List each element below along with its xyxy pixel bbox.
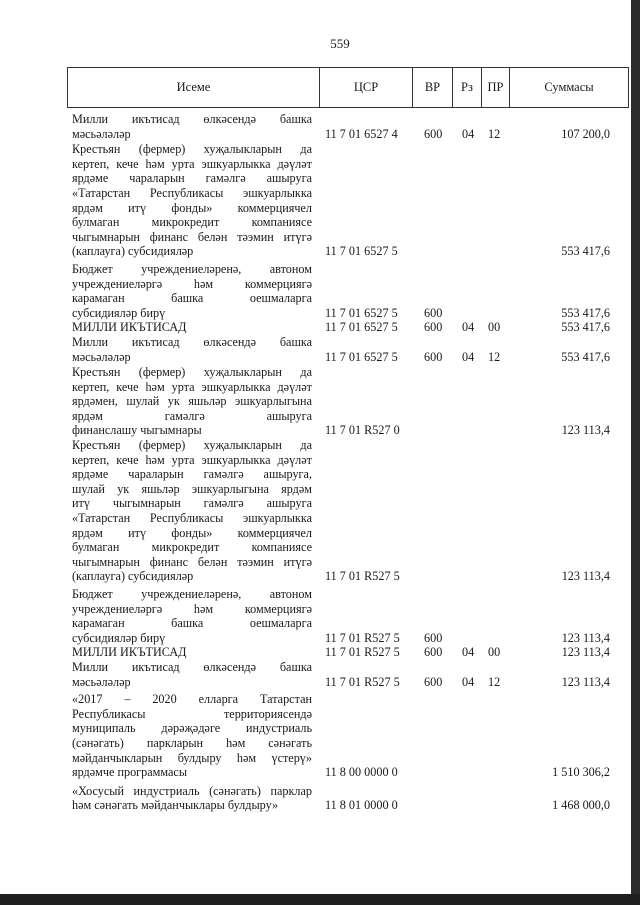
table-row bbox=[0, 784, 640, 813]
row-vr: 600 bbox=[424, 320, 443, 335]
scan-edge-bottom bbox=[0, 894, 640, 905]
row-name bbox=[72, 438, 312, 584]
row-name-line: Республикасы территориясендә bbox=[72, 706, 312, 721]
row-name-line: һәм сәнәгать мәйданчыклары булдыру» bbox=[72, 798, 279, 813]
row-sum: 553 417,6 bbox=[561, 244, 610, 259]
table-row bbox=[0, 335, 640, 364]
row-vr: 600 bbox=[424, 674, 443, 689]
row-name-line: Крестьян (фермер) хуҗалыкларын да bbox=[72, 142, 312, 157]
table-row bbox=[0, 645, 640, 660]
row-name-line: мәйданчыкларын булдыру һәм үстерү» bbox=[72, 750, 312, 765]
row-pr: 00 bbox=[488, 645, 501, 660]
row-name bbox=[72, 320, 312, 335]
row-name-line: Крестьян (фермер) хуҗалыкларын да bbox=[72, 438, 312, 453]
row-name-line: булмаган микрокредит компаниясе bbox=[72, 540, 312, 555]
row-name-line: чыгымнарын финанс белән тәэмин итүгә bbox=[72, 229, 312, 244]
header-csr: ЦСР bbox=[353, 80, 379, 94]
row-name bbox=[72, 142, 312, 259]
row-csr: 11 7 01 6527 5 bbox=[325, 349, 398, 364]
row-pr: 12 bbox=[488, 674, 501, 689]
table-row bbox=[0, 365, 640, 438]
row-name bbox=[72, 335, 312, 364]
row-vr: 600 bbox=[424, 305, 443, 320]
table-row bbox=[0, 587, 640, 645]
table-header bbox=[67, 67, 629, 108]
row-name-line: мәсьәләләр bbox=[72, 126, 131, 141]
row-name-line: Милли икътисад өлкәсендә башка bbox=[72, 659, 312, 674]
row-rz: 04 bbox=[462, 320, 475, 335]
row-sum: 123 113,4 bbox=[561, 674, 610, 689]
row-name-line: «Татарстан Республикасы эшкуарлыкка bbox=[72, 511, 312, 526]
row-csr: 11 7 01 R527 5 bbox=[325, 569, 400, 584]
row-vr: 600 bbox=[424, 349, 443, 364]
row-name-line: кертеп, кече һәм урта эшкуарлыкка дәүләт bbox=[72, 156, 312, 171]
page-number: 559 bbox=[330, 36, 350, 51]
table-row bbox=[0, 320, 640, 335]
row-sum: 553 417,6 bbox=[561, 320, 610, 335]
row-name-line: ярдәмче программасы bbox=[72, 765, 188, 780]
row-sum: 553 417,6 bbox=[561, 305, 610, 320]
row-name-line: Милли икътисад өлкәсендә башка bbox=[72, 334, 312, 349]
header-pr: ПР bbox=[487, 80, 504, 94]
row-name bbox=[72, 112, 312, 141]
table-body bbox=[0, 112, 640, 813]
table-row bbox=[0, 692, 640, 780]
row-name-line: муниципаль дәрәҗәдәге индустриаль bbox=[72, 721, 312, 736]
row-name bbox=[72, 784, 312, 813]
table-row bbox=[0, 438, 640, 584]
row-name-line: булмаган микрокредит компаниясе bbox=[72, 215, 312, 230]
row-rz: 04 bbox=[462, 645, 475, 660]
row-sum: 123 113,4 bbox=[561, 423, 610, 438]
row-name bbox=[72, 660, 312, 689]
row-name-line: кертеп, кече һәм урта эшкуарлыкка дәүләт bbox=[72, 379, 312, 394]
row-csr: 11 8 01 0000 0 bbox=[325, 798, 398, 813]
row-vr: 600 bbox=[424, 126, 443, 141]
header-vr: ВР bbox=[424, 80, 441, 94]
row-sum: 123 113,4 bbox=[561, 569, 610, 584]
row-name-line: ярдәме чараларын гамәлгә ашыруга bbox=[72, 171, 312, 186]
row-vr: 600 bbox=[424, 630, 443, 645]
row-csr: 11 8 00 0000 0 bbox=[325, 765, 398, 780]
row-name-line: кертеп, кече һәм урта эшкуарлыкка дәүләт bbox=[72, 452, 312, 467]
row-name-line: Бюджет учреждениеләренә, автоном bbox=[72, 261, 312, 276]
row-name-line: мәсьәләләр bbox=[72, 349, 131, 364]
row-name bbox=[72, 692, 312, 780]
row-name-line: субсидияләр бирү bbox=[72, 630, 166, 645]
row-csr: 11 7 01 R527 0 bbox=[325, 423, 400, 438]
row-name-line: «Хосусый индустриаль (сәнәгать) парклар bbox=[72, 783, 312, 798]
row-name-line: Милли икътисад өлкәсендә башка bbox=[72, 112, 312, 126]
row-csr: 11 7 01 R527 5 bbox=[325, 630, 400, 645]
row-rz: 04 bbox=[462, 674, 475, 689]
row-name-line: мәсьәләләр bbox=[72, 674, 131, 689]
row-name bbox=[72, 262, 312, 320]
row-name-line: карамаган башка оешмаларга bbox=[72, 616, 312, 631]
row-sum: 1 468 000,0 bbox=[552, 798, 610, 813]
row-name-line: Бюджет учреждениеләренә, автоном bbox=[72, 587, 312, 601]
row-sum: 1 510 306,2 bbox=[552, 765, 610, 780]
row-name-line: ярдәм итү фонды» коммерциячел bbox=[72, 200, 312, 215]
row-sum: 123 113,4 bbox=[561, 630, 610, 645]
row-csr: 11 7 01 6527 5 bbox=[325, 305, 398, 320]
row-rz: 04 bbox=[462, 349, 475, 364]
row-sum: 553 417,6 bbox=[561, 349, 610, 364]
row-name-line: ярдәмен, шулай ук яшьләр эшкуарлыгына bbox=[72, 394, 312, 409]
row-name bbox=[72, 645, 312, 660]
row-rz: 04 bbox=[462, 126, 475, 141]
table-row bbox=[0, 262, 640, 320]
row-sum: 107 200,0 bbox=[561, 126, 610, 141]
row-name-line: итү чыгымнарын гамәлгә ашыруга bbox=[72, 496, 312, 511]
row-name-line: ярдәм итү фонды» коммерциячел bbox=[72, 525, 312, 540]
row-name-line: МИЛЛИ ИКЪТИСАД bbox=[72, 645, 187, 660]
row-name-line: Крестьян (фермер) хуҗалыкларын да bbox=[72, 365, 312, 380]
header-name: Исеме bbox=[176, 80, 211, 94]
row-vr: 600 bbox=[424, 645, 443, 660]
row-name-line: учреждениеләргә һәм коммерциягә bbox=[72, 276, 312, 291]
row-name-line: ярдәм гамәлгә ашыруга bbox=[72, 408, 312, 423]
row-name-line: (каплауга) субсидияләр bbox=[72, 569, 194, 584]
row-csr: 11 7 01 6527 5 bbox=[325, 244, 398, 259]
row-name-line: субсидияләр бирү bbox=[72, 305, 166, 320]
row-name-line: шулай ук яшьләр эшкуарлыгына ярдәм bbox=[72, 481, 312, 496]
row-pr: 00 bbox=[488, 320, 501, 335]
header-rz: Рз bbox=[461, 80, 473, 94]
table-row bbox=[0, 660, 640, 689]
header-sum: Суммасы bbox=[544, 80, 594, 94]
row-csr: 11 7 01 6527 4 bbox=[325, 126, 398, 141]
row-name-line: (сәнәгать) паркларын һәм сәнәгать bbox=[72, 735, 312, 750]
row-pr: 12 bbox=[488, 349, 501, 364]
table-row bbox=[0, 142, 640, 259]
row-name-line: карамаган башка оешмаларга bbox=[72, 291, 312, 306]
row-csr: 11 7 01 R527 5 bbox=[325, 674, 400, 689]
row-pr: 12 bbox=[488, 126, 501, 141]
row-name-line: «Татарстан Республикасы эшкуарлыкка bbox=[72, 185, 312, 200]
row-csr: 11 7 01 R527 5 bbox=[325, 645, 400, 660]
row-name-line: учреждениеләргә һәм коммерциягә bbox=[72, 601, 312, 616]
row-name-line: чыгымнарын финанс белән тәэмин итүгә bbox=[72, 554, 312, 569]
row-name-line: «2017 – 2020 елларга Татарстан bbox=[72, 692, 312, 707]
row-name bbox=[72, 365, 312, 438]
row-sum: 123 113,4 bbox=[561, 645, 610, 660]
row-name-line: (каплауга) субсидияләр bbox=[72, 244, 194, 259]
row-name-line: финанслашу чыгымнары bbox=[72, 423, 202, 438]
table-row bbox=[0, 112, 640, 141]
row-name bbox=[72, 587, 312, 645]
row-name-line: ярдәме чараларын гамәлгә ашыруга, bbox=[72, 467, 312, 482]
row-name-line: МИЛЛИ ИКЪТИСАД bbox=[72, 320, 187, 335]
row-csr: 11 7 01 6527 5 bbox=[325, 320, 398, 335]
